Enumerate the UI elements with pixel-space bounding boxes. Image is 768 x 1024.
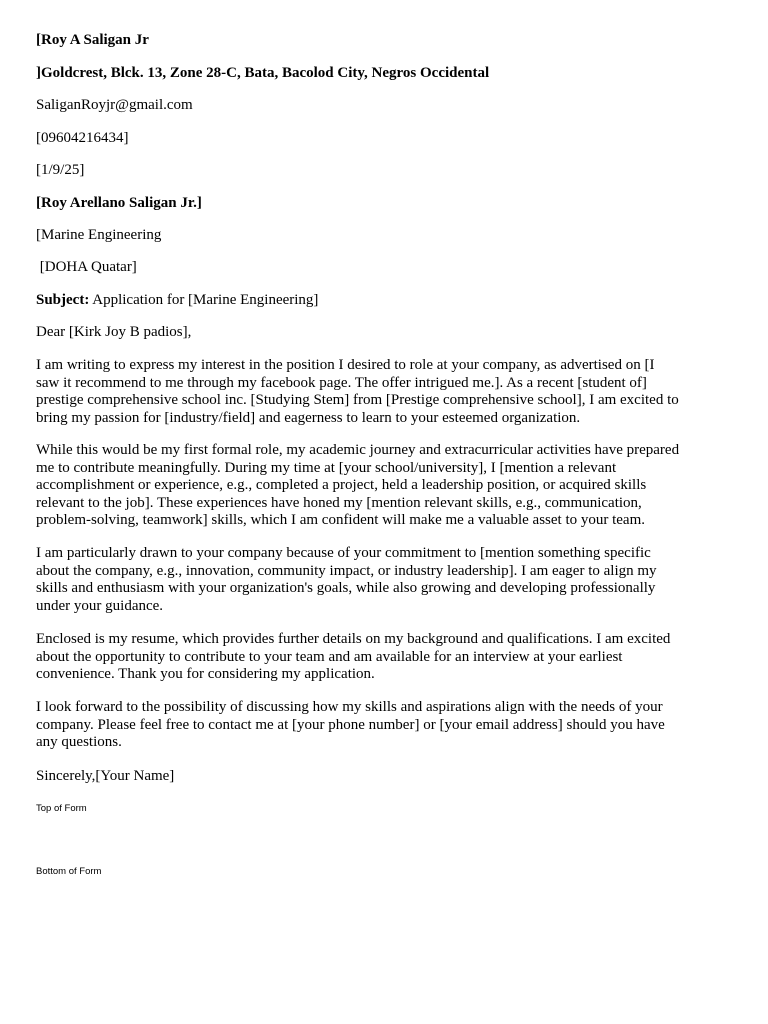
- paragraph-line: bring my passion for [industry/field] and eagerness to learn to your esteemed organization.: [36, 409, 581, 426]
- paragraph-line: me to contribute meaningfully. During my time at [your school/university], I [mention a relevant: [36, 459, 617, 476]
- paragraph-line: problem-solving, teamwork] skills, which I am confident will make me a valuable asset to your team.: [36, 512, 646, 528]
- paragraph-line: accomplishment or experience, e.g., completed a project, held a leadership position, or acquired skills: [36, 477, 647, 493]
- paragraph-line: I look forward to the possibility of discussing how my skills and aspirations align with the needs of your: [36, 699, 663, 715]
- body-paragraph-4: [36, 631, 736, 684]
- body-paragraph-1: [36, 357, 736, 427]
- paragraph-line: skills and enthusiasm with your organization's goals, while also growing and developing professionally: [36, 580, 656, 596]
- body-paragraph-3: [36, 545, 736, 615]
- paragraph-line: Enclosed is my resume, which provides further details on my background and qualifications. I am excited: [36, 631, 671, 647]
- paragraph-line: saw it recommend to me through my facebook page. The offer intrigued me.]. As a recent [student of]: [36, 374, 647, 391]
- paragraph-line: about the company, e.g., innovation, community impact, or industry leadership]. I am eager to align my: [36, 562, 657, 579]
- paragraph-line: under your guidance.: [36, 597, 164, 614]
- recipient-department: [Marine Engineering: [36, 227, 162, 243]
- bottom-of-form: Bottom of Form: [36, 866, 102, 877]
- body-paragraph-2: [36, 442, 736, 530]
- sender-phone: [09604216434]: [36, 130, 129, 146]
- sender-email: SaliganRoyjr@gmail.com: [36, 97, 193, 113]
- recipient-name: [Roy Arellano Saligan Jr.]: [36, 195, 202, 211]
- paragraph-line: prestige comprehensive school inc. [Studying Stem] from [Prestige comprehensive school], I am excited to: [36, 392, 679, 408]
- paragraph-line: company. Please feel free to contact me at [your phone number] or [your email address] should you have: [36, 716, 665, 733]
- paragraph-line: While this would be my first formal role, my academic journey and extracurricular activities have prepared: [36, 442, 680, 458]
- subject-line: [36, 291, 318, 309]
- paragraph-line: relevant to the job]. These experiences have honed my [mention relevant skills, e.g., communication,: [36, 494, 642, 511]
- letter-date: [1/9/25]: [36, 162, 85, 178]
- sender-name: [Roy A Saligan Jr: [36, 32, 149, 48]
- body-paragraph-5: [36, 699, 736, 752]
- recipient-location: [DOHA Quatar]: [36, 259, 137, 275]
- paragraph-line: I am writing to express my interest in the position I desired to role at your company, as advertised on [I: [36, 357, 655, 373]
- paragraph-line: any questions.: [36, 734, 122, 750]
- paragraph-line: convenience. Thank you for considering my application.: [36, 666, 375, 682]
- paragraph-line: about the opportunity to contribute to your team and am available for an interview at your earliest: [36, 648, 623, 665]
- subject-text: Application for [Marine Engineering]: [89, 292, 319, 308]
- sender-address: ]Goldcrest, Blck. 13, Zone 28-C, Bata, Bacolod City, Negros Occidental: [36, 65, 490, 81]
- paragraph-line: I am particularly drawn to your company because of your commitment to [mention something specific: [36, 545, 651, 561]
- salutation: Dear [Kirk Joy B padios],: [36, 324, 192, 340]
- top-of-form: Top of Form: [36, 803, 87, 814]
- closing: Sincerely,[Your Name]: [36, 768, 175, 784]
- subject-label: Subject:: [36, 292, 90, 308]
